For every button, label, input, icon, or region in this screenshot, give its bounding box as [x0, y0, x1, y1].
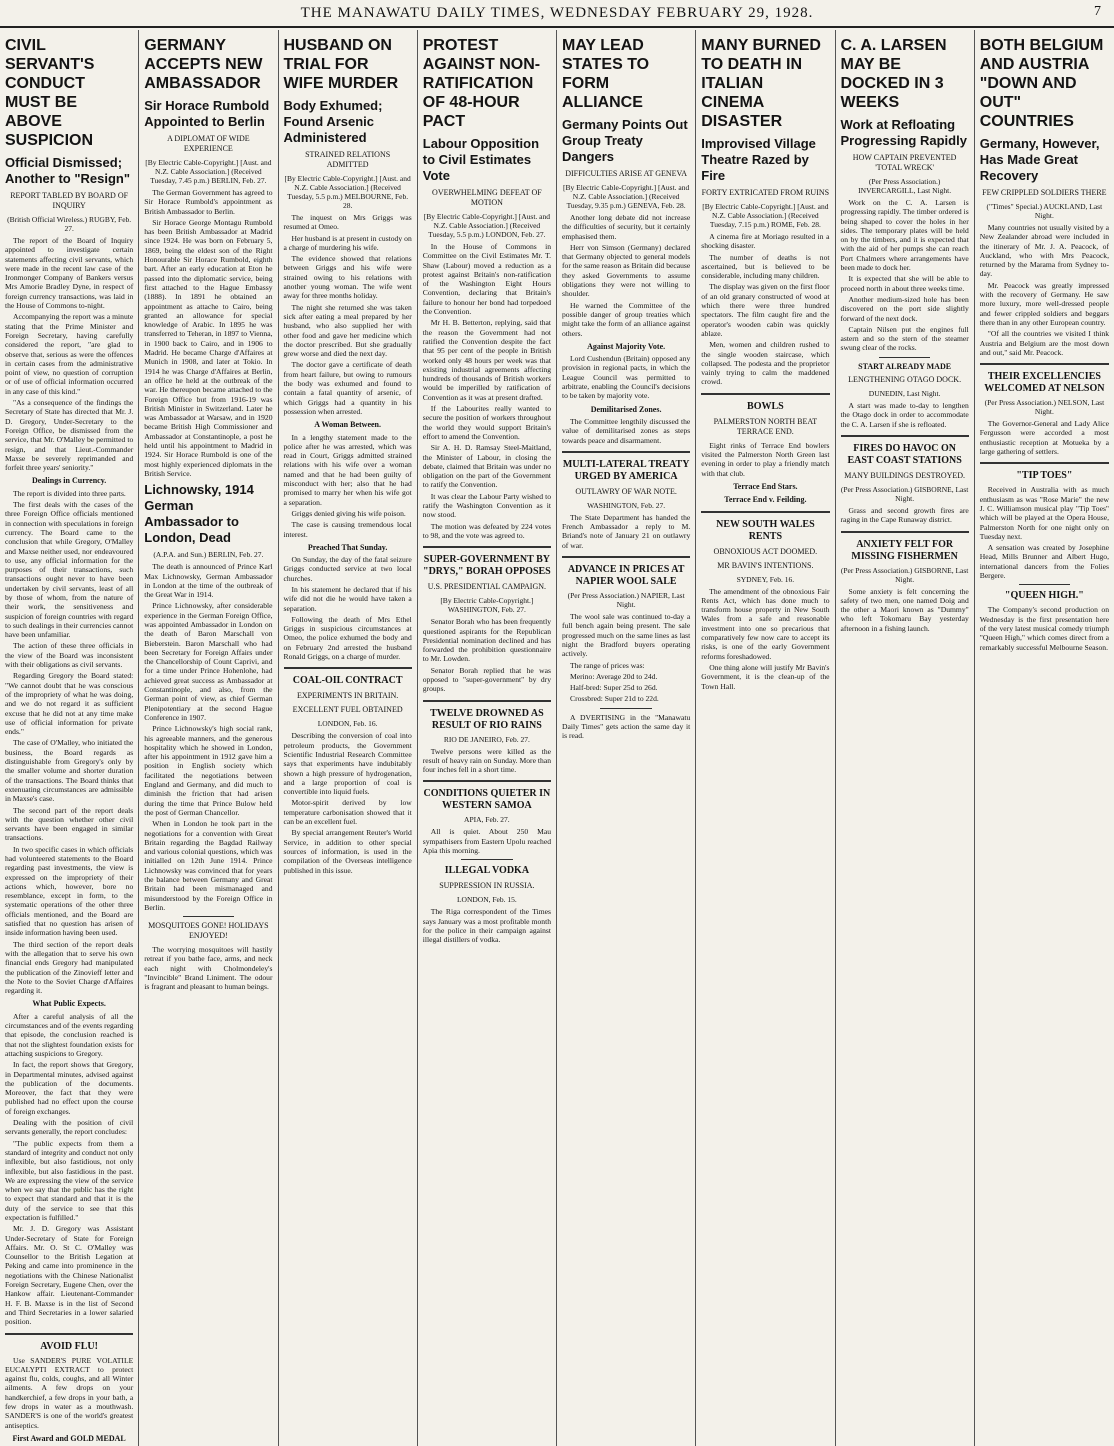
divider — [423, 780, 551, 782]
paragraph: The death is announced of Prince Karl Max Lichnowsky, German Ambassador in London at the time of the outbreak of the Great War in 1914. — [144, 562, 273, 600]
paragraph: Twelve persons were killed as the result of heavy rain on Sunday. More than four inches fell in a short time. — [422, 746, 551, 775]
paragraph: If the Labourites really wanted to secure the position of workers throughout the world they would support Britain's effort to amend the Convention. — [422, 404, 551, 441]
deck: DIFFICULTIES ARISE AT GENEVA — [565, 169, 688, 178]
ad-foot: First Award and GOLD MEDAL — [12, 1433, 126, 1443]
subheadline: Sir Horace Rumbold Appointed to Berlin — [144, 98, 270, 129]
paragraph: The Committee lengthily discussed the value of demilitarised zones as steps towards peace and disarmament. — [562, 416, 691, 445]
subheadline: Labour Opposition to Civil Estimates Vote — [422, 136, 540, 183]
subheadline: MULTI-LATERAL TREATY URGED BY AMERICA — [562, 458, 690, 482]
subheadline: FIRES DO HAVOC ON EAST COAST STATIONS — [847, 442, 962, 466]
paragraph: In a lengthy statement made to the police after he was arrested, which was read in Court, Griggs admitted strained relations with his wife over a woman named and that he had been guilty of misconduct with her; also that he had promised to marry her when his wife got a separation. — [283, 432, 412, 507]
paragraph: In the House of Commons in Committee on the Civil Estimates Mr. T. Shaw (Labour) moved a reduction as a protest against Britain's non-ratification of the Washington Eight Hours Convention, declaring that Britain's failure to honour her bond had torpedoed the Convention. — [422, 242, 551, 317]
paragraph: The display was given on the first floor of an old granary constructed of wood at which there were three hundred spectators. The film caught fire and the operator's wooden cabin was quickly ablaze. — [701, 282, 830, 338]
paragraph: The range of prices was: — [570, 660, 645, 670]
ad-body: Use SANDER'S PURE VOLATILE EUCALYPTI EXTRACT to protect against flu, colds, coughs, and all Winter ailments. A few drops on your handkerchief, a few drops in your bath, a few drops in water as a mouthwash. SANDER'S is one of the world's greatest antiseptics. — [5, 1355, 134, 1430]
paragraph: Senator Borah who has been frequently questioned aspirants for the Republican Presidential nomination declined and has forwarded the prohibition questionnaire to Mr. Lowden. — [422, 617, 551, 664]
deck: OUTLAWRY OF WAR NOTE. — [575, 486, 677, 496]
column-4 — [418, 30, 557, 1446]
paragraph: The German Government has agreed to Sir Horace Rumbold's appointment as British Ambassador to Berlin. — [144, 188, 273, 216]
deck: OBNOXIOUS ACT DOOMED. — [713, 546, 818, 556]
deck: SUPPRESSION IN RUSSIA. — [439, 881, 535, 891]
paragraph: Received in Australia with as much enthusiasm as was "Rose Marie" the new J. C. Williamson musical play "Tip Toes" which will be played at the Opera House, Palmerston North for one night only on Tuesday next. — [979, 485, 1109, 541]
paragraph: All is quiet. About 250 Mau sympathisers from Eastern Upolu reached Apia this morning. — [422, 827, 551, 856]
paragraph: Herr von Simson (Germany) declared that Germany objected to general models for the same reason as Britain did because they asked Governments to assume obligations they were not willing to shoulder. — [562, 242, 691, 299]
crosshead: A Woman Between. — [314, 420, 381, 430]
subheadline: START ALREADY MADE — [858, 361, 952, 371]
paragraph: The motion was defeated by 224 votes to 98, and the vote was agreed to. — [422, 521, 551, 540]
paragraph: Prince Lichnowsky, after considerable experience in the German Foreign Office, was appointed Ambassador in London on the death of Baron Marschall von Bieberstein. Baron Marschall who had been Secretary for Foreign Affairs under the Chancellorship of Count Caprivi, and for a time under Prince Hohenlohe, had achieved great success as Ambassador at Constantinople, and also, from the German point of view, as chief German Plenipotentiary at the second Hague Conference in 1907. — [144, 601, 273, 722]
subheadline: Germany, However, Has Made Great Recovery — [979, 136, 1100, 183]
paragraph: "Of all the countries we visited I think Austria and Belgium are the most down and out," said Mr. Peacock. — [979, 329, 1109, 357]
paragraph: The case is causing tremendous local interest. — [283, 520, 412, 539]
divider — [5, 1333, 133, 1335]
divider — [284, 667, 412, 669]
deck: U.S. PRESIDENTIAL CAMPAIGN. — [427, 582, 547, 592]
paragraph: Regarding Gregory the Board stated: "We cannot doubt that he was conscious of the impropriety of what he was doing, and we do not regard it as sufficient excuse that he did not at any time make use of official information for private ends." — [5, 671, 134, 737]
paragraph: The amendment of the obnoxious Fair Rents Act, which has done much to transform house property in New South Wales from a safe and reasonable investment into one so precarious that comparatively few now care to accept its risks, is one of the early Government reforms foreshadowed. — [701, 586, 830, 661]
column-3 — [279, 30, 418, 1446]
dateline: APIA, Feb. 27. — [464, 815, 510, 825]
column-5 — [557, 30, 696, 1446]
paragraph: A sensation was created by Josephine Head, Mills Brunner and Albert Hugo, international dancers from the Folies Bergere. — [979, 543, 1109, 581]
dateline: (Per Press Association.) GISBORNE, Last Night. — [840, 565, 969, 584]
paragraph: It was clear the Labour Party wished to ratify the Washington Convention as it now stood. — [422, 491, 551, 520]
divider — [980, 363, 1109, 365]
masthead — [0, 0, 1114, 28]
column-2 — [139, 30, 278, 1446]
subheadline: ADVANCE IN PRICES AT NAPIER WOOL SALE — [567, 564, 685, 588]
paragraph: Work on the C. A. Larsen is progressing rapidly. The timber ordered is being shaped to cover the holes in her sides. The temporary plates will be held on by the timbers, and it is expected that with the aid of her pumps she can reach Port Chalmers where arrangements have been made to dock her. — [840, 198, 969, 273]
deck: STRAINED RELATIONS ADMITTED — [305, 150, 391, 169]
dateline: RIO DE JANEIRO, Feb. 27. — [443, 734, 530, 744]
ad-headline: AVOID FLU! — [40, 1340, 98, 1352]
divider — [879, 357, 930, 358]
crosshead: What Public Expects. — [32, 999, 106, 1009]
subheadline: SUPER-GOVERNMENT BY "DRYS," BORAH OPPOSES — [423, 554, 551, 578]
page-number: 7 — [1094, 4, 1102, 19]
paragraph: The report of the Board of Inquiry appointed to investigate certain statements affecting civil servants, which were made in the recent law case of the Ironmonger Company of Bankers versus Mrs Amorie Bradley Dyne, in respect of foreign currency transactions, was laid in the House of Commons to-night. — [5, 236, 134, 311]
dateline: [By Electric Cable-Copyright.] [Aust. and N.Z. Cable Association.] (Received Tuesday, 5.5 p.m.) LONDON, Feb. 27. — [423, 212, 550, 239]
deck: MANY BUILDINGS DESTROYED. — [844, 470, 966, 480]
paragraph: He warned the Committee of the possible danger of group treaties which might take the form of an alliance against others. — [562, 300, 691, 338]
paragraph: Lord Cushendun (Britain) opposed any provision in regional pacts, in which the League Council was permitted to arbitrate, enabling the Council's decisions to be taken by majority vote. — [562, 354, 691, 401]
dateline: [By Electric Cable-Copyright.] [Aust. and N.Z. Cable Association.] (Received Tuesday, 7.15 p.m.) ROME, Feb. 28. — [702, 202, 829, 229]
paragraph: The Company's second production on Wednesday is the first presentation here of the very latest musical comedy triumph "Queen High," which comes direct from a remarkably successful Melbourne Season. — [979, 605, 1109, 652]
subheadline: "QUEEN HIGH." — [1004, 590, 1084, 602]
column-1 — [0, 30, 139, 1446]
paragraph: In fact, the report shows that Gregory, in Departmental minutes, advised against the publication of the documents. Moreover, the fact that they were published had no effect upon the course of foreign exchanges. — [5, 1060, 134, 1116]
subheadline: ANXIETY FELT FOR MISSING FISHERMEN — [851, 538, 958, 562]
divider — [600, 708, 651, 709]
paragraph: The evidence showed that relations between Griggs and his wife were strained owing to his relations with another young woman. The wife went away for three months holiday. — [283, 254, 412, 301]
subheadline: Work at Refloating Progressing Rapidly — [840, 117, 967, 148]
dateline: DUNEDIN, Last Night. — [868, 389, 941, 399]
deck: PALMERSTON NORTH BEAT TERRACE END. — [713, 416, 818, 436]
subheadline: Lichnowsky, 1914 German Ambassador to London, Dead — [144, 482, 254, 546]
headline: MANY BURNED TO DEATH IN ITALIAN CINEMA DISASTER — [701, 37, 821, 130]
deck: FEW CRIPPLED SOLDIERS THERE — [982, 188, 1107, 197]
paragraph: Prince Lichnowsky's high social rank, his agreeable manners, and the generous hospitality which he showed in London, after his appointment in 1912 gave him a position in English society which facilitated the negotiations between England and Germany, and did much to diminish the friction that had arisen during the time that Prince Bulow held the post of German Chancellor. — [144, 724, 273, 817]
deck: EXPERIMENTS IN BRITAIN. — [296, 691, 399, 701]
dateline: [By Electric Cable-Copyright.] [Aust. and N.Z. Cable Association.] (Received Tuesday, 9.35 p.m.) GENEVA, Feb. 28. — [563, 183, 690, 210]
dateline: (Per Press Association.) GISBORNE, Last Night. — [840, 484, 969, 503]
paragraph: The second part of the report deals with the question whether other civil servants have been engaged in similar transactions. — [5, 805, 134, 843]
paragraph: The State Department has handed the French Ambassador a reply to M. Briand's note of January 21 on outlawry of war. — [562, 512, 691, 550]
crosshead: Demilitarised Zones. — [590, 404, 662, 414]
divider — [841, 435, 969, 437]
column-7 — [836, 30, 975, 1446]
divider — [461, 859, 512, 860]
paragraph: "As a consequence of the findings the Secretary of State has directed that Mr. J. D. Gregory, Under-Secretary to the Foreign Office, be dismissed from the service, that Mr. O'Malley be permitted to resign, and that Lieut.-Commander Maxse be severely reprimanded and forfeit three years' seniority." — [5, 398, 134, 473]
paragraph: Some anxiety is felt concerning the safety of two men, one named Doig and the other a Maori known as "Dummy" who left Tokomaru Bay yesterday afternoon in a fishing launch. — [840, 586, 969, 633]
dateline: SYDNEY, Feb. 16. — [736, 574, 795, 584]
subheadline: TWELVE DROWNED AS RESULT OF RIO RAINS — [430, 707, 544, 731]
paragraph: Men, women and children rushed to the single wooden staircase, which collapsed. The podesta and the proprietor vainly trying to calm the maddened crowd. — [701, 340, 830, 387]
divider — [423, 700, 551, 702]
subheadline: CONDITIONS QUIETER IN WESTERN SAMOA — [423, 788, 551, 812]
paragraph: Sir A. H. D. Ramsay Steel-Maitland, the Minister of Labour, in closing the debate, claimed that Britain was under no obligation on the part of the Government to ratify the Convention. — [422, 443, 551, 490]
deck: HOW CAPTAIN PREVENTED 'TOTAL WRECK' — [852, 153, 957, 172]
columns — [0, 30, 1114, 1443]
paragraph: The case of O'Malley, who initiated the business, the Board regards as distinguishable from Gregory's only by the smaller volume and shorter duration of the transactions. The Board thinks that extenuating circumstances are admissible in Maxse's case. — [5, 738, 134, 804]
paragraph: The inquest on Mrs Griggs was resumed at Omeo. — [283, 213, 412, 232]
paragraph: Many countries not usually visited by a New Zealander abroad were included in the itinerary of Mr. J. A. Peacock, of Auckland, who with Mrs Peacock, returned by the Marama from Sydney to-day. — [979, 223, 1109, 279]
paragraph: Another medium-sized hole has been discovered on the port side slightly forward of the next dock. — [840, 294, 969, 323]
subheadline: NEW SOUTH WALES RENTS — [716, 518, 815, 542]
paragraph: Eight rinks of Terrace End bowlers visited the Palmerston North Green last evening in order to play a friendly match with that club. — [701, 440, 830, 478]
paragraph: The Riga correspondent of the Times says January was a most profitable month for the police in their campaign against illegal distillers of vodka. — [422, 907, 551, 945]
headline: MAY LEAD STATES TO FORM ALLIANCE — [562, 37, 650, 111]
paragraph: Mr H. B. Betterton, replying, said that the reason the Government had not ratified the Convention despite the fact that 95 per cent of the people in British worked only 48 hours per week was that existing industrial agreements affecting hundreds of thousands of British workers would be imperilled by ratification of Convention as it was at present drafted. — [422, 318, 551, 402]
paragraph: By special arrangement Reuter's World Service, in addition to other special sources of information, is used in the compilation of the Overseas intelligence published in this issue. — [283, 828, 412, 875]
paragraph: Captain Nilsen put the engines full astern and so the stern of the steamer swung clear of the rocks. — [840, 324, 969, 353]
paragraph: Senator Borah replied that he was opposed to "super-government" by dry groups. — [422, 665, 551, 694]
paragraph: Accompanying the report was a minute stating that the Prime Minister and Foreign Secretary, having carefully considered the report, "are glad to observe that, serious as were the offences in certain cases from the administrative point of view, no question of corruption or of use of official information occurred in any case of this kind." — [5, 312, 134, 396]
subheadline: ILLEGAL VODKA — [444, 865, 530, 877]
deck: MR BAVIN'S INTENTIONS. — [717, 560, 814, 570]
deck: EXCELLENT FUEL OBTAINED — [292, 705, 403, 715]
paragraph: Her husband is at present in custody on a charge of murdering his wife. — [283, 233, 412, 252]
deck: REPORT TABLED BY BOARD OF INQUIRY — [10, 191, 129, 210]
dateline: ("Times" Special.) AUCKLAND, Last Night. — [986, 202, 1103, 220]
dateline: WASHINGTON, Feb. 27. — [587, 500, 666, 510]
paragraph: It is expected that she will be able to proceed north in about three weeks time. — [840, 274, 969, 293]
paragraph: After a careful analysis of all the circumstances and of the events regarding that episode, the conclusion reached is that not the slightest foundation exists for attaching suspicions to Gregory. — [5, 1011, 134, 1058]
crosshead: Terrace End v. Feilding. — [724, 495, 807, 505]
dateline: (Per Press Association.) NELSON, Last Night. — [984, 398, 1105, 417]
subheadline: BOWLS — [747, 400, 784, 412]
paragraph: Describing the conversion of coal into petroleum products, the Government Scientific Industrial Research Committee says that experiments have indubitably shown a high pressure of hydrogenation, and a large proportion of coal is convertible into liquid fuels. — [283, 731, 412, 797]
paragraph: The Governor-General and Lady Alice Fergusson were accorded a most enthusiastic reception at Motueka by a large gathering of settlers. — [979, 419, 1109, 457]
column-6 — [696, 30, 835, 1446]
divider — [980, 462, 1109, 464]
paragraph: Griggs denied giving his wife poison. — [291, 508, 406, 518]
paragraph: A cinema fire at Moriago resulted in a shocking disaster. — [701, 232, 830, 251]
dateline: (Per Press Association.) INVERCARGILL, Last Night. — [858, 177, 952, 195]
deck: LENGTHENING OTAGO DOCK. — [848, 375, 962, 385]
paragraph: In two specific cases in which officials had volunteered statements to the Board regarding past investments, the view is expressed on the impropriety of their actions which, however, bore no resemblance, except in form, to the systematic operations of the other three officials mentioned, and the Board are satisfied that no question has arisen of inside information having been used. — [5, 844, 134, 938]
paragraph: When in London he took part in the negotiations for a convention with Great Britain regarding the Bagdad Railway and various colonial questions, which was initialled on 12th June 1914. Prince Lichnowsky was convinced that for years the balance between Germany and Great Britain had been mismanaged and misunderstood by the Foreign Office in Berlin. — [144, 819, 273, 912]
dateline: [By Electric Cable-Copyright.] [Aust. and N.Z. Cable Association.] (Received Tuesday, 7.45 p.m.) BERLIN, Feb. 27. — [145, 158, 272, 185]
headline: C. A. LARSEN MAY BE DOCKED IN 3 WEEKS — [840, 37, 947, 111]
advertisement: A DVERTISING in the "Manawatu Daily Times" gets action the same day it is read. — [562, 712, 691, 741]
paragraph: Sir Horace George Montagu Rumbold has been British Ambassador at Madrid since 1924. He was born on February 5, 1869, being the eldest son of the Right Honourable Sir Horace Rumbold, eighth bart. After an early education at Eton he passed into the diplomatic service, being first attached to the Hague Embassy (1888). In 1891 he obtained an appointment as attache to Cairo, being granted an allowance for special knowledge of Arabic. In 1895 he was transferred to Teheran, in 1897 to Vienna, in 1900 back to Cairo, and in 1906 to Madrid. He became Charge d'Affaires at Munich in 1908, and later at Tokio. In 1914 he was Charge d'Affaires at Berlin, an office he held at the outbreak of the war. He thereupon became attached to the Foreign Office but from 1916-19 was British Minister in Switzerland. Later he was Ambassador at Warsaw, and in 1920 became British High Commissioner and Ambassador at Constantinople, a post he held until his appointment to Madrid in 1924. Sir Horace Rumbold is one of the most highly experienced diplomats in the British Service. — [144, 217, 273, 478]
divider — [1019, 584, 1071, 585]
paragraph: Another long debate did not increase the difficulties of security, but it certainly emphasised them. — [562, 213, 691, 241]
headline: CIVIL SERVANT'S CONDUCT MUST BE ABOVE SUSPICION — [5, 37, 95, 149]
deck: A DIPLOMAT OF WIDE EXPERIENCE — [167, 134, 250, 153]
subheadline: Improvised Village Theatre Razed by Fire — [701, 136, 816, 183]
paragraph: The number of deaths is not ascertained, but is believed to be considerable, including many children. — [701, 252, 830, 281]
paragraph: The worrying mosquitoes will hastily retreat if you bathe face, arms, and neck each night with Cholmondeley's "Invincible" Brand Liniment. The odour is fragrant and pleasant to human beings. — [144, 945, 273, 992]
subheadline: Germany Points Out Group Treaty Dangers — [562, 117, 688, 164]
dateline: [By Electric Cable-Copyright.] [Aust. and N.Z. Cable Association.] (Received Tuesday, 5.5 p.m.) MELBOURNE, Feb. 28. — [284, 174, 411, 210]
paragraph: Mr. Peacock was greatly impressed with the recovery of Germany. He saw more luxury, more well-dressed people and fewer crippled soldiers and beggars there than in any other European country. — [979, 280, 1109, 327]
crosshead: Preached That Sunday. — [307, 542, 388, 552]
dateline: (Per Press Association.) NAPIER, Last Night. — [567, 591, 685, 610]
paragraph: On Sunday, the day of the fatal seizure Griggs conducted service at two local churches. — [283, 555, 412, 583]
paragraph: "The public expects from them a standard of integrity and conduct not only inflexible, but also fastidious, not only inflexible, but also fastidious in the past. We are expressing the view of the service when we say that the public has the right to expect that standard and that it is the duty of the service to see that this expectation is fulfilled." — [5, 1138, 134, 1222]
dateline: (A.P.A. and Sun.) BERLIN, Feb. 27. — [153, 550, 264, 560]
divider — [562, 451, 690, 453]
paragraph: The third section of the report deals with the allegation that to serve his own financial ends Gregory had manipulated the publication of the Zinovieff letter and the Note to the Soviet Charge d'Affaires regarding it. — [5, 939, 134, 996]
divider — [183, 916, 234, 917]
dateline: (British Official Wireless.) RUGBY, Feb. 27. — [7, 215, 132, 233]
divider — [423, 546, 551, 548]
divider — [701, 511, 829, 513]
paragraph: Crossbred: Super 21d to 22d. — [570, 694, 659, 704]
headline: GERMANY ACCEPTS NEW AMBASSADOR — [144, 37, 263, 92]
subheadline: Body Exhumed; Found Arsenic Administered — [283, 98, 383, 145]
paragraph: The wool sale was continued to-day a full bench again being present. The sale progressed much on the same lines as last night the Bradford buyers operating actively. — [562, 612, 691, 659]
paragraph: The action of these three officials in the view of the Board was inconsistent with their obligations as civil servants. — [5, 641, 134, 670]
dateline: LONDON, Feb. 15. — [456, 895, 517, 905]
paragraph: Mr. J. D. Gregory was Assistant Under-Secretary of State for Foreign Affairs. Mr. O. St C. O'Malley was Counsellor to the British Legation at Peking and came into prominence in the negotiations with the Chinese Nationalist Foreign Secretary, Eugene Chen, over the Hankow affair. Lieutenant-Commander H. F. B. Maxse is in the list of Second and Third Secretaries in a lower salaried position. — [5, 1224, 134, 1327]
subheadline: "TIP TOES" — [1016, 470, 1073, 482]
divider — [562, 556, 690, 558]
paragraph: Dealing with the position of civil servants generally, the report concludes: — [5, 1118, 134, 1137]
paragraph: The report is divided into three parts. — [13, 488, 126, 498]
subheadline: THEIR EXCELLENCIES WELCOMED AT NELSON — [984, 371, 1105, 395]
divider — [701, 393, 829, 395]
paragraph: A start was made to-day to lengthen the Otago dock in order to accommodate the C. A. Larsen if she is refloated. — [840, 401, 969, 429]
headline: PROTEST AGAINST NON-RATIFICATION OF 48-HOUR PACT — [422, 37, 541, 130]
paragraph: In his statement he declared that if his wife did not die he would have taken a separation. — [283, 584, 412, 613]
paragraph: One thing alone will justify Mr Bavin's Government, it is the clean-up of the Town Hall. — [701, 662, 830, 691]
subheadline: MOSQUITOES GONE! HOLIDAYS ENJOYED! — [148, 921, 269, 941]
crosshead: Against Majority Vote. — [587, 341, 666, 351]
subheadline: COAL-OIL CONTRACT — [292, 675, 403, 687]
headline: BOTH BELGIUM AND AUSTRIA "DOWN AND OUT" COUNTRIES — [979, 37, 1104, 130]
paragraph: Merino: Average 20d to 24d. — [570, 671, 658, 681]
column-8 — [975, 30, 1114, 1446]
paragraph: Half-bred: Super 25d to 26d. — [570, 683, 658, 693]
deck: OVERWHELMING DEFEAT OF MOTION — [432, 188, 542, 207]
subheadline: Official Dismissed; Another to "Resign" — [5, 155, 130, 186]
paragraph: The night she returned she was taken sick after eating a meal prepared by her husband, who also supplied her with other food and gave her medicine which the doctor prescribed. But she gradually grew worse and died the next day. — [283, 302, 412, 359]
deck: FORTY EXTRICATED FROM RUINS — [701, 188, 830, 197]
paragraph: Following the death of Mrs Ethel Griggs in suspicious circumstances at Omeo, the police exhumed the body and on February 2nd arrested the husband Ronald Griggs, on a charge of murder. — [283, 614, 412, 662]
paragraph: Grass and second growth fires are raging in the Cape Runaway district. — [840, 505, 969, 525]
crosshead: Dealings in Currency. — [31, 476, 107, 486]
divider — [841, 531, 969, 533]
headline: HUSBAND ON TRIAL FOR WIFE MURDER — [283, 37, 399, 92]
paragraph: The doctor gave a certificate of death from heart failure, but owing to rumours the body was exhumed and found to contain a fatal quantity of arsenic, of which Griggs had a quantity in his possession when arrested. — [283, 360, 412, 416]
paragraph: Motor-spirit derived by low temperature carbonisation showed that it can be an excellent fuel. — [283, 798, 412, 827]
dateline: LONDON, Feb. 16. — [317, 719, 378, 729]
masthead-title: THE MANAWATU DAILY TIMES, WEDNESDAY FEBRUARY 29, 1928. — [300, 4, 814, 21]
crosshead: Terrace End Stars. — [733, 481, 798, 491]
paragraph: The first deals with the cases of the three Foreign Office officials mentioned in connection with speculations in foreign currency. The Board came to the conclusion that while Gregory, O'Malley and Maxse neither used, nor endeavoured to use, any official information for the purposes of their transactions, such transactions ought never to have been undertaken by civil servants, least of all by those of whom, from the nature of their work, the sensitiveness and suspicion of foreign countries with regard to such dealings in their currencies cannot have been unfamiliar. — [5, 500, 134, 640]
dateline: [By Electric Cable-Copyright.] WASHINGTON, Feb. 27. — [440, 596, 534, 615]
